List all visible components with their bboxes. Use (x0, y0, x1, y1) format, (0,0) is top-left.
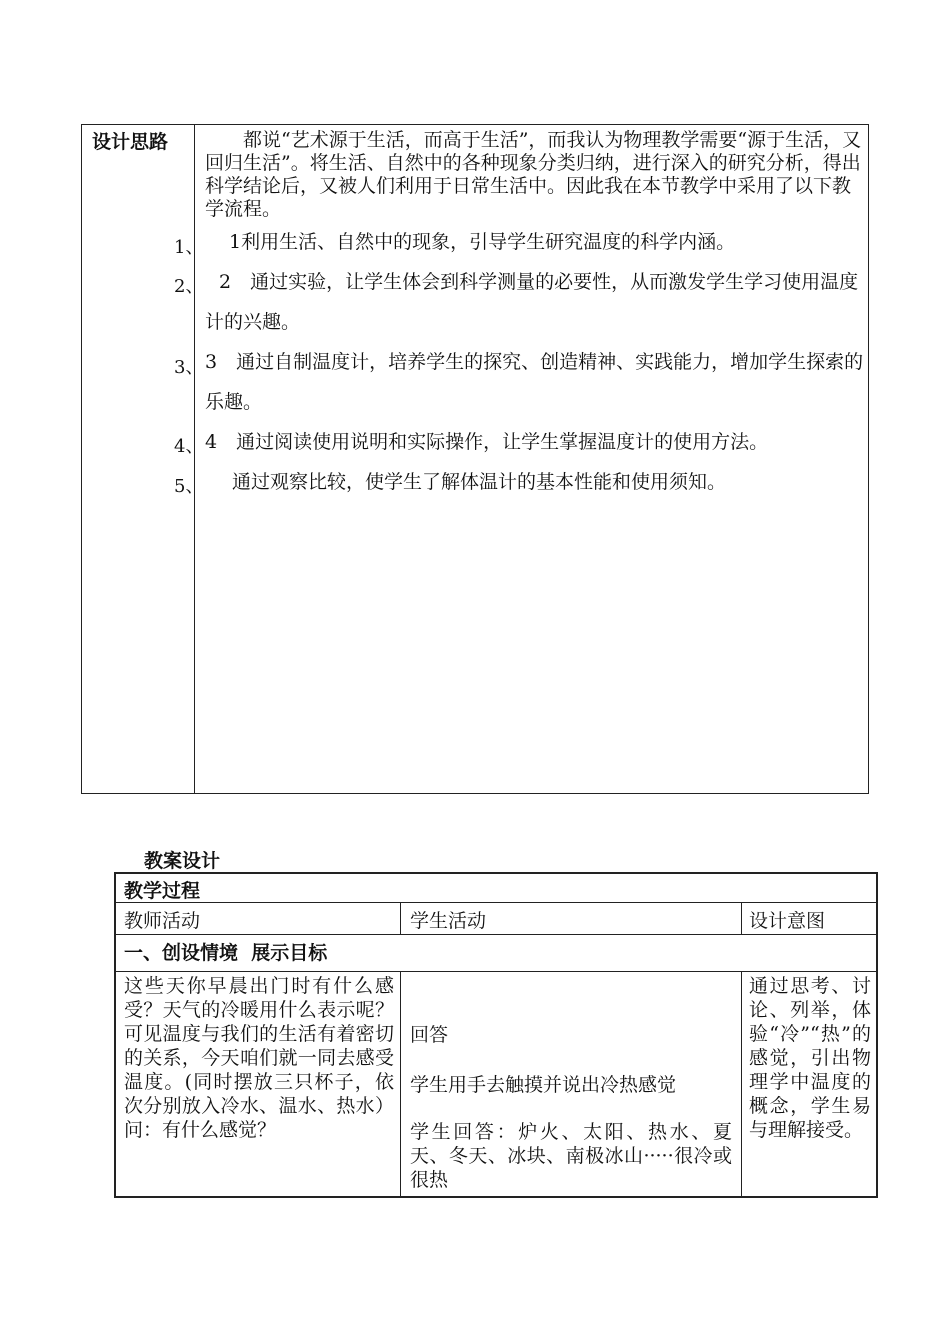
item-3-text: 3 通过自制温度计，培养学生的探究、创造精神、实践能力，增加学生探索的乐趣。 (205, 351, 864, 413)
design-intro-text: 都说“艺术源于生活，而高于生活”，而我认为物理教学需要“源于生活，又回归生活”。将生活、自然中的各种现象分类归纳，进行深入的研究分析，得出科学结论后，又被人们利用于日常生活中。因此我在本节教学中采用了以下教学流程。 (205, 129, 862, 220)
lesson-table (114, 872, 878, 1198)
student-line-2: 学生用手去触摸并说出冷热感觉 (410, 1074, 677, 1096)
item-5-text: 通过观察比较，使学生了解体温计的基本性能和使用须知。 (213, 471, 727, 493)
column-divider-1 (400, 903, 401, 935)
column-divider-2b (741, 972, 742, 1196)
teacher-activity-text: 这些天你早晨出门时有什么感受？天气的冷暖用什么表示呢？可见温度与我们的生活有着密切的关系，今天咱们就一同去感受温度。(同时摆放三只杯子，依次分别放入冷水、温水、热水）问：有什么感觉？ (124, 975, 394, 1141)
design-label-cell (82, 125, 195, 793)
section-title-row (116, 935, 876, 972)
item-3-number: 3、 (174, 357, 204, 378)
lesson-design-heading: 教案设计 (144, 850, 221, 872)
item-2-number: 2、 (174, 276, 204, 297)
process-title-row (116, 874, 876, 903)
column-divider-2 (741, 903, 742, 935)
column-teacher-header: 教师活动 (124, 910, 201, 932)
column-student-header: 学生活动 (410, 910, 487, 932)
column-header-row (116, 903, 876, 935)
design-table (81, 124, 869, 794)
item-4-text: 4 通过阅读使用说明和实际操作，让学生掌握温度计的使用方法。 (205, 431, 769, 453)
item-5-number: 5、 (174, 476, 204, 497)
item-1-text: 1利用生活、自然中的现象，引导学生研究温度的科学内涵。 (229, 231, 736, 253)
section-title: 一、创设情境 展示目标 (124, 942, 328, 964)
design-intro (205, 129, 865, 221)
design-intent-text: 通过思考、讨论、列举，体验“冷”“热”的感觉，引出物理学中温度的概念，学生易与理解接受。 (749, 975, 871, 1141)
item-1-number: 1、 (174, 237, 204, 258)
process-title: 教学过程 (124, 880, 201, 902)
student-line-1: 回答 (410, 1024, 449, 1046)
design-label: 设计思路 (92, 131, 169, 153)
item-4-number: 4、 (174, 436, 204, 457)
column-intent-header: 设计意图 (749, 910, 826, 932)
student-line-3: 学生回答：炉火、太阳、热水、夏天、冬天、冰块、南极冰山·····很冷或很热 (410, 1121, 732, 1191)
column-divider-1b (400, 972, 401, 1196)
item-2-text: 2 通过实验，让学生体会到科学测量的必要性，从而激发学生学习使用温度计的兴趣。 (205, 271, 859, 333)
